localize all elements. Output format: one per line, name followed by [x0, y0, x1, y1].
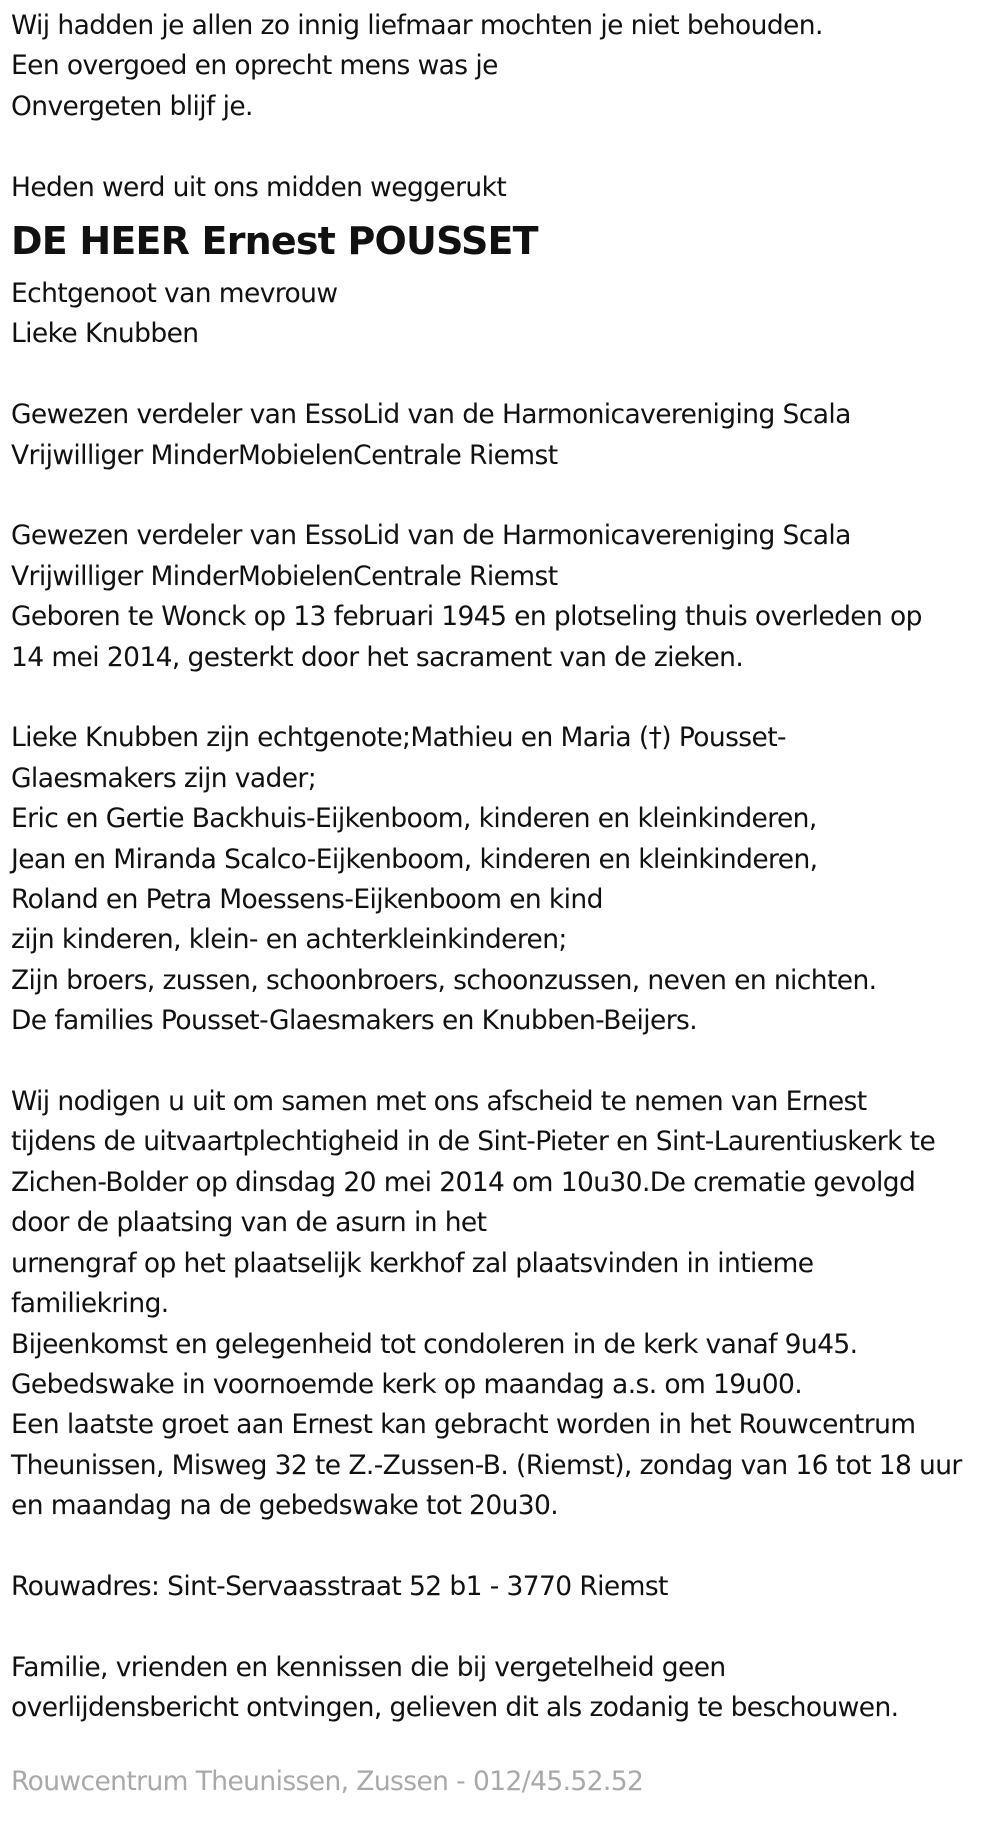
- funeral-home-footer: Rouwcentrum Theunissen, Zussen - 012/45.52.52: [11, 1765, 644, 1797]
- spouse-block: [11, 274, 996, 355]
- deceased-name: DE HEER Ernest POUSSET: [11, 219, 538, 264]
- role-line: Vrijwilliger MinderMobielenCentrale Riemst: [11, 560, 558, 592]
- roles-block-1: [11, 395, 996, 476]
- ceremony-line: tijdens de uitvaartplechtigheid in de Sint-Pieter en Sint-Laurentiuskerk te: [11, 1126, 936, 1158]
- birth-death-line: Geboren te Wonck op 13 februari 1945 en plotseling thuis overleden op: [11, 601, 922, 633]
- spacer: [11, 1042, 996, 1082]
- ceremony-line: Theunissen, Misweg 32 te Z.-Zussen-B. (Riemst), zondag van 16 tot 18 uur: [11, 1449, 962, 1481]
- spouse-line: Echtgenoot van mevrouw: [11, 278, 338, 310]
- spacer: [11, 678, 996, 718]
- birth-death-line: 14 mei 2014, gesterkt door het sacrament van de zieken.: [11, 641, 744, 673]
- role-line: Gewezen verdeler van EssoLid van de Harmonicavereniging Scala: [11, 399, 851, 431]
- family-line: Zijn broers, zussen, schoonbroers, schoonzussen, neven en nichten.: [11, 964, 877, 996]
- intro-text: Heden werd uit ons midden weggerukt: [11, 171, 507, 203]
- poem-line: Wij hadden je allen zo innig liefmaar mochten je niet behouden.: [11, 10, 823, 41]
- family-line: zijn kinderen, klein- en achterkleinkinderen;: [11, 924, 567, 956]
- spacer: [11, 127, 996, 167]
- spacer: [11, 476, 996, 516]
- ceremony-line: urnengraf op het plaatselijk kerkhof zal plaatsvinden in intieme: [11, 1247, 814, 1279]
- notice-block: [11, 1648, 996, 1729]
- ceremony-line: door de plaatsing van de asurn in het: [11, 1207, 487, 1239]
- role-line: Vrijwilliger MinderMobielenCentrale Riemst: [11, 439, 558, 471]
- spacer: [11, 1729, 996, 1762]
- mourning-address: Rouwadres: Sint-Servaasstraat 52 b1 - 3770 Riemst: [11, 1570, 668, 1602]
- spacer: [11, 1607, 996, 1647]
- family-line: Lieke Knubben zijn echtgenote;Mathieu en Maria (†) Pousset-: [11, 722, 786, 754]
- spouse-line: Lieke Knubben: [11, 318, 199, 350]
- ceremony-line: familiekring.: [11, 1288, 169, 1320]
- family-line: Eric en Gertie Backhuis-Eijkenboom, kinderen en kleinkinderen,: [11, 803, 817, 835]
- notice-line: overlijdensbericht ontvingen, gelieven dit als zodanig te beschouwen.: [11, 1692, 899, 1724]
- family-block: [11, 718, 996, 1041]
- poem-line: Onvergeten blijf je.: [11, 90, 253, 122]
- ceremony-line: Een laatste groet aan Ernest kan gebracht worden in het Rouwcentrum: [11, 1409, 916, 1441]
- family-line: Roland en Petra Moessens-Eijkenboom en kind: [11, 884, 603, 916]
- role-line: Gewezen verdeler van EssoLid van de Harmonicavereniging Scala: [11, 520, 851, 552]
- poem-block: [11, 6, 996, 127]
- spacer: [11, 1527, 996, 1567]
- spacer: [11, 355, 996, 395]
- family-line: De families Pousset-Glaesmakers en Knubben-Beijers.: [11, 1005, 698, 1037]
- ceremony-block: [11, 1082, 996, 1526]
- ceremony-line: Wij nodigen u uit om samen met ons afscheid te nemen van Ernest: [11, 1086, 867, 1118]
- family-line: Glaesmakers zijn vader;: [11, 762, 317, 794]
- obituary-document: [11, 6, 996, 1802]
- ceremony-line: Gebedswake in voornoemde kerk op maandag a.s. om 19u00.: [11, 1368, 803, 1400]
- roles-block-2: [11, 516, 996, 678]
- poem-line: Een overgoed en oprecht mens was je: [11, 50, 498, 82]
- notice-line: Familie, vrienden en kennissen die bij vergetelheid geen: [11, 1651, 726, 1683]
- ceremony-line: en maandag na de gebedswake tot 20u30.: [11, 1490, 559, 1522]
- family-line: Jean en Miranda Scalco-Eijkenboom, kinderen en kleinkinderen,: [11, 843, 818, 875]
- ceremony-line: Bijeenkomst en gelegenheid tot condoleren in de kerk vanaf 9u45.: [11, 1328, 858, 1360]
- ceremony-line: Zichen-Bolder op dinsdag 20 mei 2014 om 10u30.De crematie gevolgd: [11, 1166, 916, 1198]
